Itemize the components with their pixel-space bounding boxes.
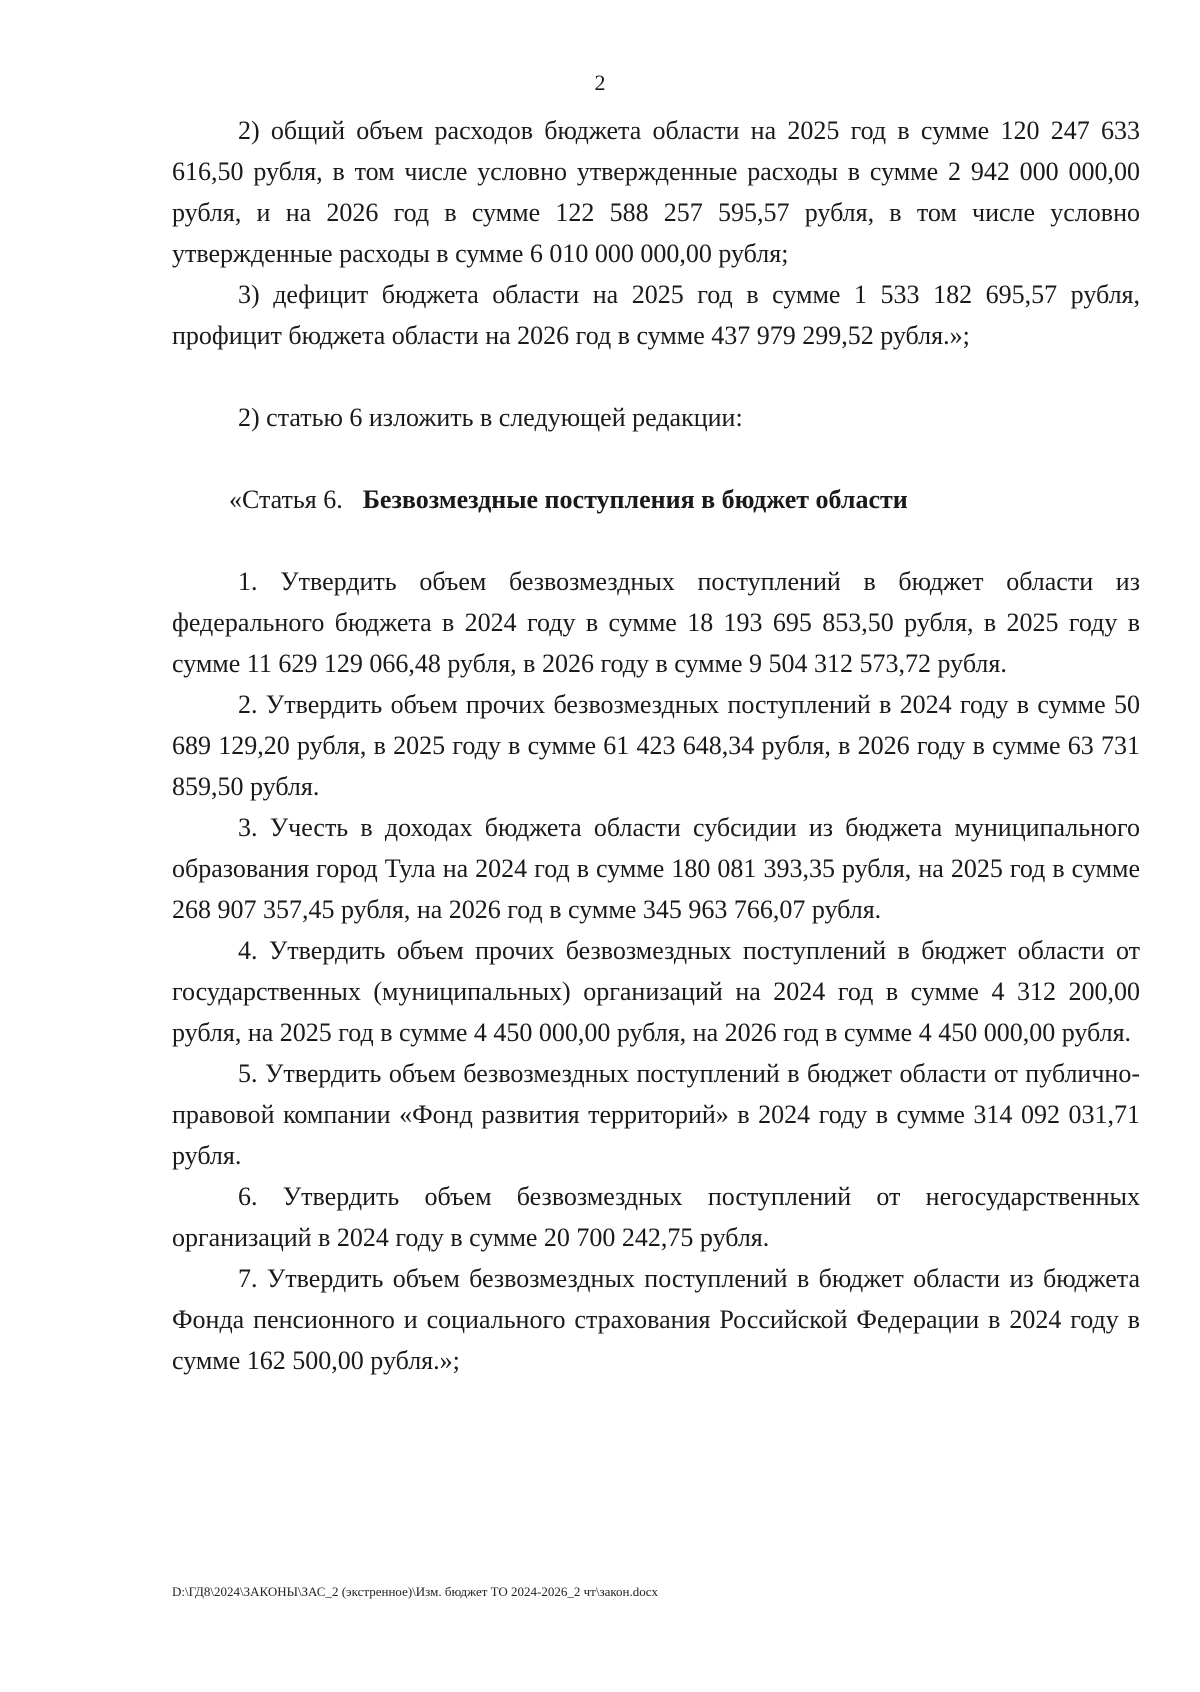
- article-item: 4. Утвердить объем прочих безвозмездных поступлений в бюджет области от государственных (муниципальных) организаций на 2024 год в сумме 4 312 200,00 рубля, на 2025 год в сумме 4 450 000,00 рубля, на 2026 год в сумме 4 450 000,00 рубля.: [172, 936, 1140, 1047]
- article-item: 6. Утвердить объем безвозмездных поступлений от негосударственных организаций в 2024 году в сумме 20 700 242,75 рубля.: [172, 1182, 1140, 1252]
- paragraph-expenditures: 2) общий объем расходов бюджета области на 2025 год в сумме 120 247 633 616,50 рубля, в том числе условно утвержденные расходы в сумме 2 942 000 000,00 рубля, и на 2026 год в сумме 122 588 257 595,57 рубля, в том числе условно утвержденные расходы в сумме 6 010 000 000,00 рубля;: [172, 116, 1140, 268]
- article-item: 1. Утвердить объем безвозмездных поступлений в бюджет области из федерального бюджета в 2024 году в сумме 18 193 695 853,50 рубля, в 2025 году в сумме 11 629 129 066,48 рубля, в 2026 году в сумме 9 504 312 573,72 рубля.: [172, 567, 1140, 678]
- article-item: 5. Утвердить объем безвозмездных поступлений в бюджет области от публично-правовой компании «Фонд развития территорий» в 2024 году в сумме 314 092 031,71 рубля.: [172, 1059, 1140, 1170]
- article-heading: [172, 479, 1140, 520]
- document-body: [172, 110, 1140, 1381]
- article-item: 3. Учесть в доходах бюджета области субсидии из бюджета муниципального образования город Тула на 2024 год в сумме 180 081 393,35 рубля, на 2025 год в сумме 268 907 357,45 рубля, на 2026 год в сумме 345 963 766,07 рубля.: [172, 813, 1140, 924]
- paragraph-deficit: 3) дефицит бюджета области на 2025 год в сумме 1 533 182 695,57 рубля, профицит бюджета области на 2026 год в сумме 437 979 299,52 рубля.»;: [172, 280, 1140, 350]
- article-number: «Статья 6.: [229, 485, 343, 514]
- article-item: 2. Утвердить объем прочих безвозмездных поступлений в 2024 году в сумме 50 689 129,20 рубля, в 2025 году в сумме 61 423 648,34 рубля, в 2026 году в сумме 63 731 859,50 рубля.: [172, 690, 1140, 801]
- amendment-line: 2) статью 6 изложить в следующей редакции:: [238, 403, 743, 432]
- article-title: Безвозмездные поступления в бюджет области: [362, 485, 908, 514]
- article-item: 7. Утвердить объем безвозмездных поступлений в бюджет области из бюджета Фонда пенсионного и социального страхования Российской Федерации в 2024 году в сумме 162 500,00 рубля.»;: [172, 1264, 1140, 1375]
- footer-file-path: D:\ГД8\2024\ЗАКОНЫ\ЗАС_2 (экстренное)\Изм. бюджет ТО 2024-2026_2 чт\закон.docx: [172, 1584, 659, 1599]
- page-number: 2: [594, 70, 606, 95]
